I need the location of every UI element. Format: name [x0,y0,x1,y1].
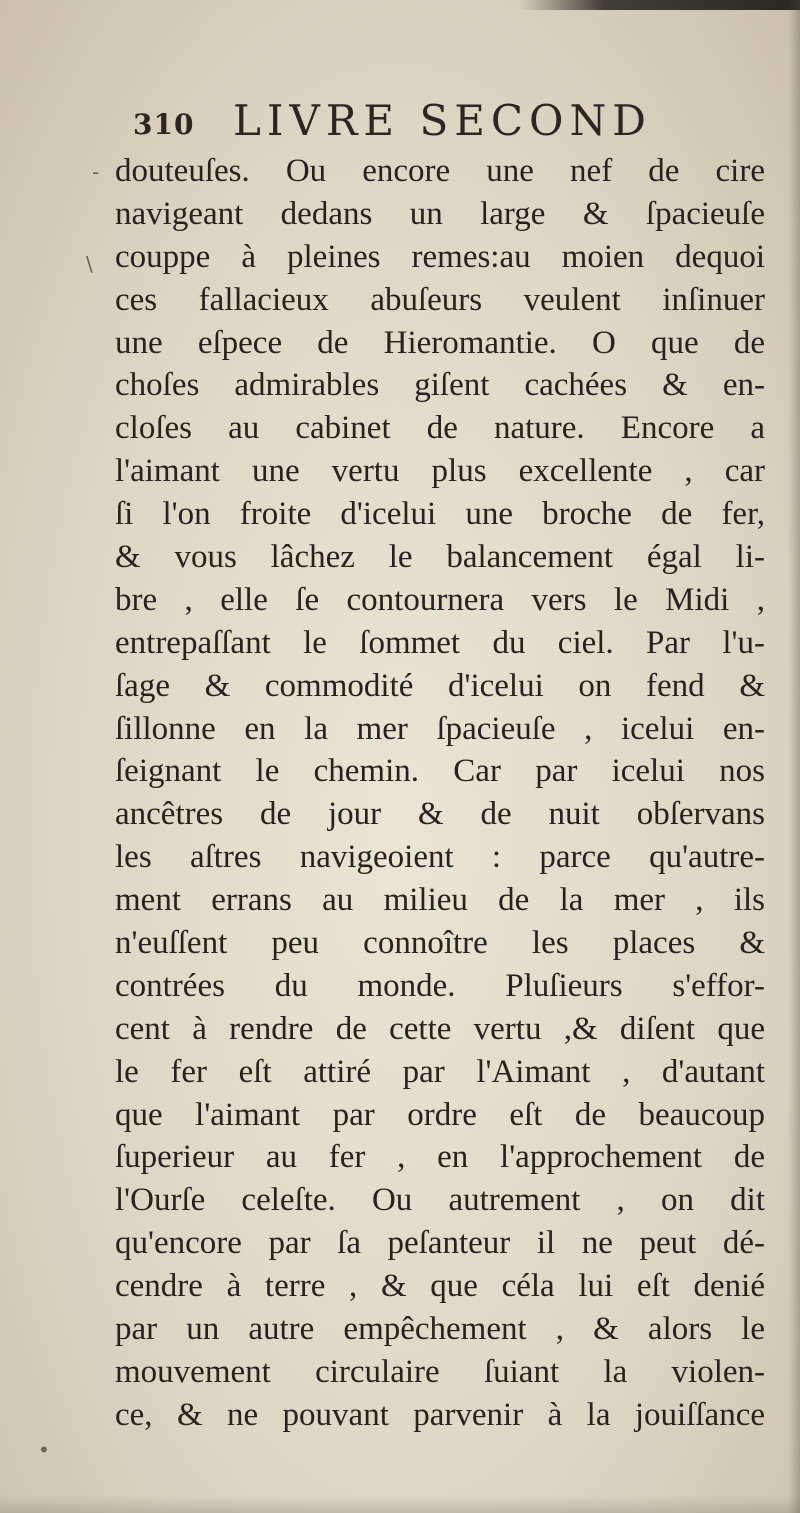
text-line: cendre à terre , & que céla lui eſt denié [115,1268,765,1305]
text-line: l'aimant une vertu plus excellente , car [115,453,765,490]
text-line: choſes admirables giſent cachées & en- [115,367,765,404]
text-line: cent à rendre de cette vertu ,& diſent que [115,1010,765,1047]
text-line: ſuperieur au fer , en l'approchement de [115,1139,765,1176]
text-line: par un autre empêchement , & alors le [115,1311,765,1348]
text-line: que l'aimant par ordre eſt de beaucoup [115,1096,765,1133]
text-line: ſage & commodité d'icelui on fend & [115,667,765,704]
text-line: ce, & ne pouvant parvenir à la jouiſſance [115,1396,765,1433]
text-line: n'euſſent peu connoître les places & [115,925,765,962]
text-line: qu'encore par ſa peſanteur il ne peut dé- [115,1225,765,1262]
text-line: ſi l'on froite d'icelui une broche de fer, [115,496,765,533]
text-line: ſeignant le chemin. Car par icelui nos [115,753,765,790]
text-line: cloſes au cabinet de nature. Encore a [115,410,765,447]
page-number: 310 [133,108,195,141]
text-line: ancêtres de jour & de nuit obſervans [115,796,765,833]
text-line: couppe à pleines remes:au moien dequoi [115,238,765,275]
text-line: le fer eſt attiré par l'Aimant , d'autant [115,1053,765,1090]
margin-tick-mark: \ [86,252,93,276]
page-header [133,96,693,156]
text-line: ces fallacieux abuſeurs veulent inſinuer [115,281,765,318]
margin-dash-mark: - [92,160,100,184]
body-text [115,150,765,1437]
text-line: ſillonne en la mer ſpacieuſe , icelui en- [115,710,765,747]
text-line: l'Ourſe celeſte. Ou autrement , on dit [115,1182,765,1219]
dark-top-edge [520,0,800,10]
text-line: & vous lâchez le balancement égal li- [115,539,765,576]
text-line: douteuſes. Ou encore une nef de cire [115,153,765,189]
text-line: ment errans au milieu de la mer , ils [115,882,765,919]
text-line: entrepaſſant le ſommet du ciel. Par l'u- [115,624,765,661]
text-line: mouvement circulaire ſuiant la violen- [115,1353,765,1390]
page-right-edge [788,0,800,1513]
text-line: une eſpece de Hieromantie. O que de [115,324,765,361]
text-line: bre , elle ſe contournera vers le Midi , [115,581,765,618]
running-head: LIVRE SECOND [233,96,652,145]
text-line: les aſtres navigeoient : parce qu'autre- [115,839,765,876]
margin-dot-mark: • [38,1438,50,1462]
page-bottom-edge [0,1495,800,1513]
text-line: navigeant dedans un large & ſpacieuſe [115,195,765,232]
text-line: contrées du monde. Pluſieurs s'effor- [115,967,765,1004]
